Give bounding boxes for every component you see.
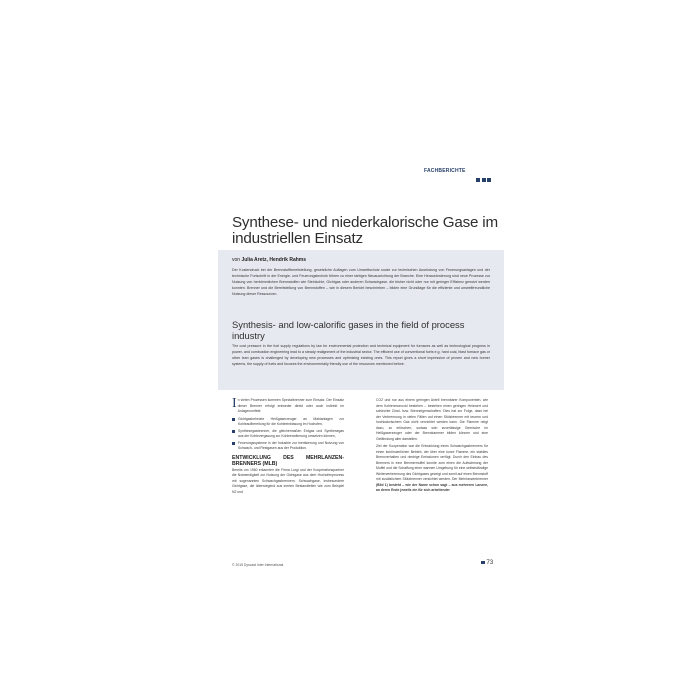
body-column-left [232,398,344,497]
english-subtitle: Synthesis- and low-calorific gases in the field of process industry [232,319,465,341]
section-tag: FACHBERICHTE [424,168,466,174]
author-prefix: von [232,257,241,263]
page-number-value: 73 [486,560,494,566]
page-marker-icon [481,561,485,565]
body-paragraph: CO2 und nur aus einem geringen Anteil brennbarer Komponenten, wie dem Kohlenmonoxid bestehen – bestehen einen geringen Heizwert und schlechte Zünd- bzw. Brenneigenschaften. Dies hat zur Folge, dass bei der Verbrennung in vielen Fällen auf einen Stützbrenner mit teurem und hochkalorischem Gas nicht verzichtet werden kann. Die Flamme neigt dazu, zu erlöschen, sodass sich zuverlässige Gemische im Heißgaserzeuger oder der Brennkammer bilden können und eine Gefährdung aller darstellen. [376,398,488,441]
body-paragraph: Bereits um 1960 erkannten die Firma Lurgi und der Kooperationspartner die Notwendigkeit zur Nutzung der Gichtgase aus dem Hochofenprozess mit sogenannten Schwachgasbrennern. Schwachgase, insbesondere Gichtgase, die überwiegend aus inerten Bestandteilen wie zum Beispiel N2 und [232,467,344,494]
list-item: Synthesegasbrenner, die gleichermaßen Erdgas und Synthesegas aus der Kohlevergasung zur Kohleerwärmung umsetzen können, [232,429,344,440]
abstract-english: The cost pressure in the fuel supply regulations by law for environmental protection and technical equipment for furnaces as well as technological progress in power- and combustion engineering lead to a steady realignment of the industrial sector. The efficient use of conventional fuels e.g. hard coal, blast furnace gas or other lean gases is challenged by developing new processes and optimizing existing ones. This report gives a short impression of proven and new burner systems, the supply of fuels and focuses the environmentally friendly use of the resources mentioned before. [232,344,490,366]
copyright-footer: © 2015 Dyscast Inter International [232,563,284,567]
author-names: Julia Aretz, Hendrik Rahms [241,257,307,263]
bullet-list [232,417,344,452]
body-paragraph-text: Ziel der Kooperation war die Entwicklung eines Schwachgasbrenners für einen kontinuierlichen Betrieb, der über eine kurze Flamme, ein stabiles Brennverhalten und niedrige Emissionen verfügt. Durch den Einbau des Brenners in eine Brennermuffel konnte zum einen die Aufwärmung der Muffel und die Schaffung einer warmen Umgebung für eine selbstständige Weiterverbrennung des Gichtgases gezeigt und somit auf einen Brennstoff mit zusätzlichem Stützbrenner verzichtet werden. Der Mehrlanzenbrenner [376,444,488,481]
list-item: Gichtgasbeheizte Heißgaserzeuger an Mahlanlagen zur Kohleaufbereitung für die Kohleeinblasung im Hochofen, [232,417,344,428]
list-item: Feuerungssysteme in der Industrie zur Inertisierung und Nutzung von Schwach- und Restgasen aus der Produktion. [232,441,344,452]
body-paragraph-continuation: (Bild 1) besteht – wie der Name schon sagt – aus mehreren Lanzen, an deren Ende jeweils ein für sich arbeitender [376,482,488,492]
page-number [481,560,493,566]
body-paragraph [376,444,488,494]
article-title: Synthese- und niederkalorische Gase im industriellen Einsatz [232,214,498,248]
intro-paragraph [232,398,344,415]
abstract-german: Der Kostendruck bei der Brennstoffbereitstellung, gesetzliche Auflagen zum Umweltschutz sowie zur technischen Ausrüstung von Feuerungsanlagen und der technische Fortschritt in der Energie- und Feuerungstechnik führen zu einer stetigen Neuausrichtung der Branche. Eine Herausforderung sind neue Prozesse zur Nutzung von herkömmlichen Brennstoffen wie Steinkohle, Gichtgas oder anderen Schwachgase, die bisher nicht oder nur mit geringer Effizienz genutzt werden konnten. Brenner und die Bereitstellung von Brennstoffen – wie in diesem Bericht beschrieben – bilden eine Grundlage für die effiziente und umweltfreundliche Nutzung dieser Ressourcen. [232,268,490,296]
section-heading: ENTWICKLUNG DES MEHRLANZEN-BRENNERS (MLB) [232,454,344,467]
body-column-right [376,398,488,496]
section-tag-squares-icon [476,169,493,187]
intro-text: n vielen Prozessen kommen Spezialbrenner zum Einsatz. Der Einsatz dieser Brenner erfolgt entweder direkt oder auch indirekt im Anlagenumfeld: [237,398,344,413]
author-line [232,257,306,263]
drop-cap: I [232,396,237,411]
